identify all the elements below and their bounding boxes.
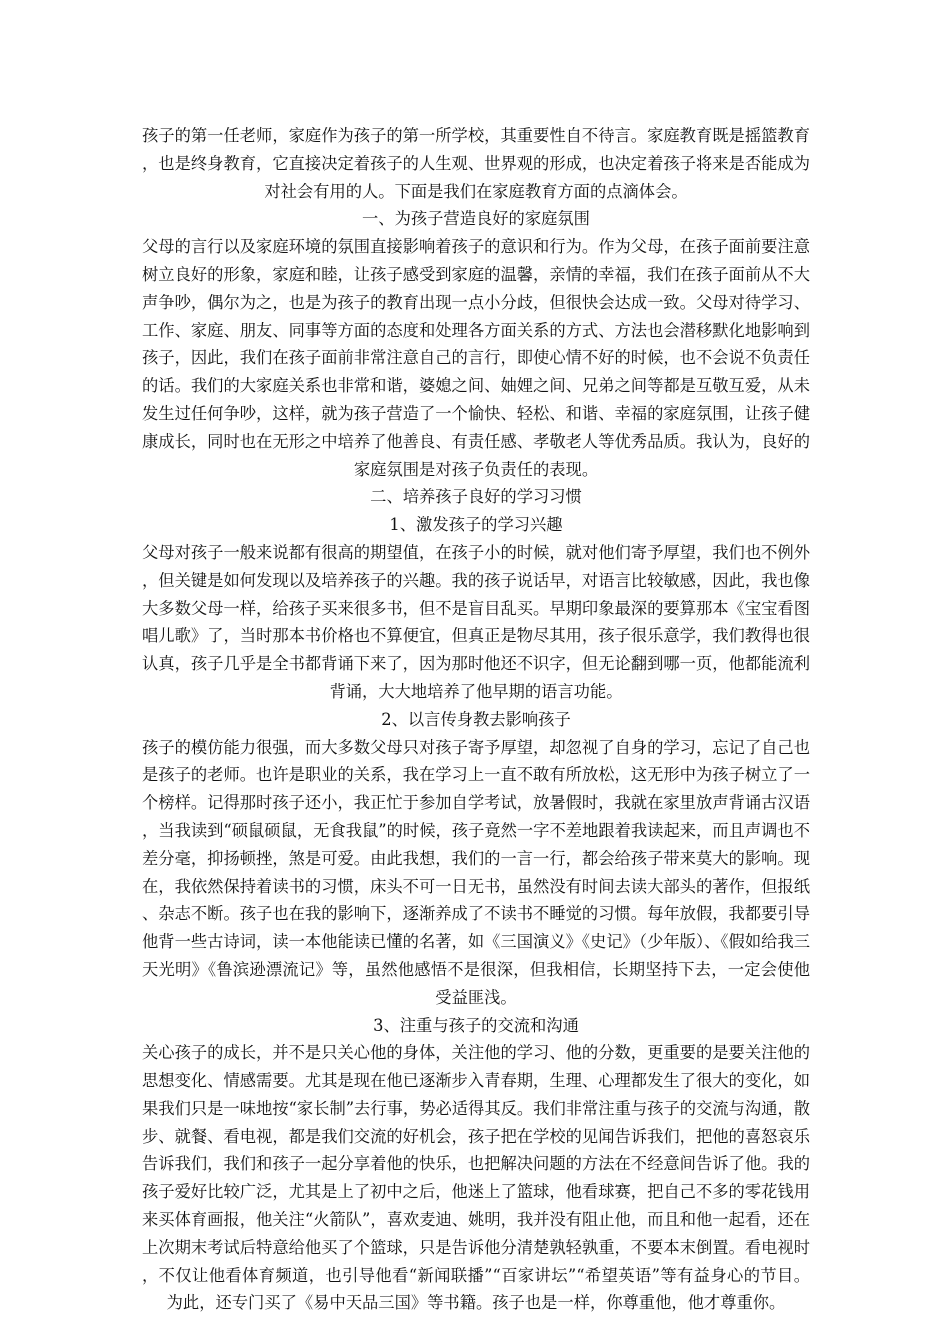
subsection-heading: 2、以言传身教去影响孩子 [381,709,571,729]
subsection-heading: 1、激发孩子的学习兴趣 [389,515,563,535]
body-paragraph: 关心孩子的成长，并不是只关心他的身体，关注他的学习、他的分数，更重要的是要关注他的思想变化、情感需要。尤其是现在他已逐渐步入青春期，生理、心理都发生了很大的变化，如果我们只是一味地按“家长制”去行事，势必适得其反。我们非常注重与孩子的交流与沟通，散步、就餐、看电视，都是我们交流的好机会，孩子把在学校的见闻告诉我们，把他的喜怒哀乐告诉我们，我们和孩子一起分享着他的快乐，也把解决问题的方法在不经意间告诉了他。我的孩子爱好比较广泛，尤其是上了初中之后，他迷上了篮球，他看球赛，把自己不多的零花钱用来买体育画报，他关注“火箭队”，喜欢麦迪、姚明，我并没有阻止他，而且和他一起看，还在上次期末考试后特意给他买了个篮球，只是告诉他分清楚孰轻孰重，不要本末倒置。看电视时，不仅让他看体育频道，也引导他看“新闻联播”“百家讲坛”“希望英语”等有益身心的节目。为此，还专门买了《易中天品三国》等书籍。孩子也是一样，你尊重他，他才尊重你。 [142,1043,810,1313]
document-page [142,122,810,1317]
subsection-heading: 3、注重与孩子的交流和沟通 [373,1015,579,1035]
body-paragraph: 父母对孩子一般来说都有很高的期望值，在孩子小的时候，就对他们寄予厚望，我们也不例外，但关键是如何发现以及培养孩子的兴趣。我的孩子说话早，对语言比较敏感，因此，我也像大多数父母一样，给孩子买来很多书，但不是盲目乱买。早期印象最深的要算那本《宝宝看图唱儿歌》了，当时那本书价格也不算便宜，但真正是物尽其用，孩子很乐意学，我们教得也很认真，孩子几乎是全书都背诵下来了，因为那时他还不识字，但无论翻到哪一页，他都能流利背诵，大大地培养了他早期的语言功能。 [142,542,810,701]
section-heading: 二、培养孩子良好的学习习惯 [370,487,582,507]
section-heading: 一、为孩子营造良好的家庭氛围 [362,209,590,229]
intro-paragraph: 孩子的第一任老师，家庭作为孩子的第一所学校，其重要性自不待言。家庭教育既是摇篮教育，也是终身教育，它直接决定着孩子的人生观、世界观的形成，也决定着孩子将来是否能成为对社会有用的人。下面是我们在家庭教育方面的点滴体会。 [142,126,810,201]
body-paragraph: 孩子的模仿能力很强，而大多数父母只对孩子寄予厚望，却忽视了自身的学习，忘记了自己也是孩子的老师。也许是职业的关系，我在学习上一直不敢有所放松，这无形中为孩子树立了一个榜样。记得那时孩子还小，我正忙于参加自学考试，放暑假时，我就在家里放声背诵古汉语，当我读到“硕鼠硕鼠，无食我鼠”的时候，孩子竟然一字不差地跟着我读起来，而且声调也不差分毫，抑扬顿挫，煞是可爱。由此我想，我们的一言一行，都会给孩子带来莫大的影响。现在，我依然保持着读书的习惯，床头不可一日无书，虽然没有时间去读大部头的著作，但报纸、杂志不断。孩子也在我的影响下，逐渐养成了不读书不睡觉的习惯。每年放假，我都要引导他背一些古诗词，读一本他能读已懂的名著，如《三国演义》《史记》（少年版）、《假如给我三天光明》《鲁滨逊漂流记》等，虽然他感悟不是很深，但我相信，长期坚持下去，一定会使他受益匪浅。 [142,737,810,1007]
body-paragraph: 父母的言行以及家庭环境的氛围直接影响着孩子的意识和行为。作为父母，在孩子面前要注意树立良好的形象，家庭和睦，让孩子感受到家庭的温馨，亲情的幸福，我们在孩子面前从不大声争吵，偶尔为之，也是为孩子的教育出现一点小分歧，但很快会达成一致。父母对待学习、工作、家庭、朋友、同事等方面的态度和处理各方面关系的方式、方法也会潜移默化地影响到孩子，因此，我们在孩子面前非常注意自己的言行，即使心情不好的时候，也不会说不负责任的话。我们的大家庭关系也非常和谐，婆媳之间、妯娌之间、兄弟之间等都是互敬互爱，从未发生过任何争吵，这样，就为孩子营造了一个愉快、轻松、和谐、幸福的家庭氛围，让孩子健康成长，同时也在无形之中培养了他善良、有责任感、孝敬老人等优秀品质。我认为，良好的家庭氛围是对孩子负责任的表现。 [142,237,810,479]
